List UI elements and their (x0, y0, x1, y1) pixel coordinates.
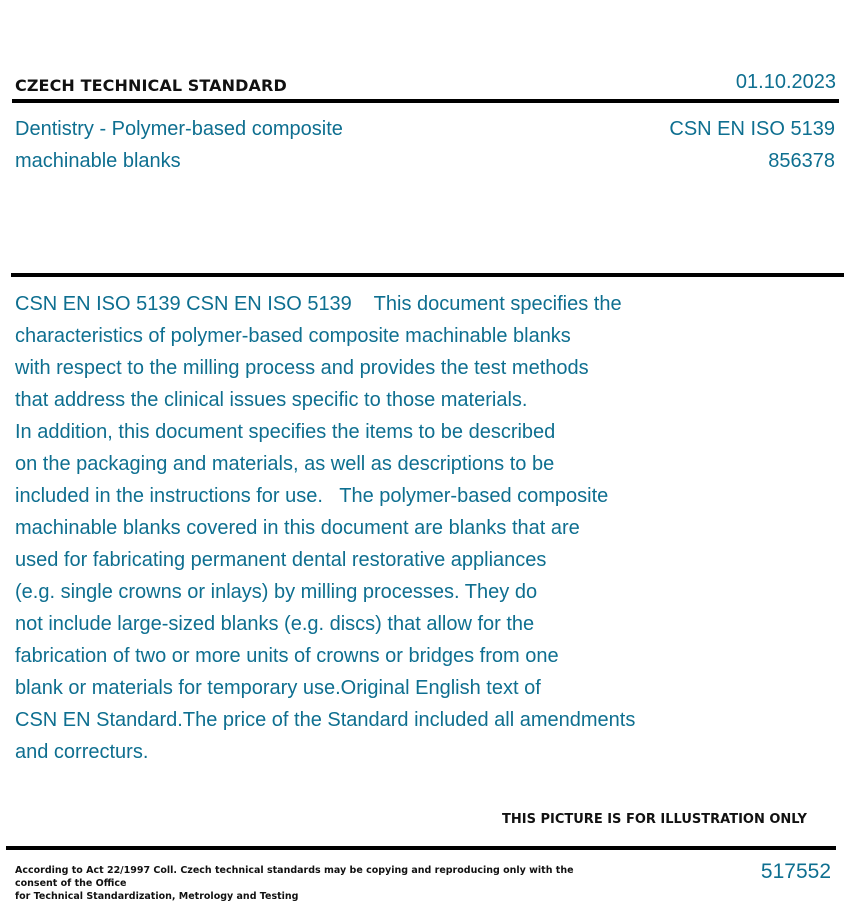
standard-abstract (15, 288, 695, 768)
legal-notice-line-1: According to Act 22/1997 Coll. Czech technical standards may be copying and reproducing only with the consent of the Office (15, 865, 574, 889)
abstract-line: used for fabricating permanent dental restorative appliances (15, 549, 547, 571)
legal-notice-line-2: for Technical Standardization, Metrology and Testing (15, 891, 299, 902)
footer-divider (6, 846, 836, 850)
illustration-disclaimer: THIS PICTURE IS FOR ILLUSTRATION ONLY (502, 812, 807, 827)
catalog-number: 856378 (768, 150, 835, 172)
standard-code: CSN EN ISO 5139 (669, 118, 835, 140)
abstract-line: not include large-sized blanks (e.g. discs) that allow for the (15, 613, 535, 635)
publication-date: 01.10.2023 (735, 71, 836, 93)
abstract-line: and correcturs. (15, 741, 149, 763)
abstract-line: In addition, this document specifies the items to be described (15, 421, 556, 443)
standard-title (15, 113, 435, 177)
standard-identifiers (669, 113, 835, 177)
legal-notice (15, 864, 575, 903)
header-divider (12, 99, 839, 103)
abstract-line: CSN EN Standard.The price of the Standard included all amendments (15, 709, 636, 731)
standard-type-label: CZECH TECHNICAL STANDARD (15, 76, 287, 95)
standard-title-line-2: machinable blanks (15, 150, 181, 172)
abstract-line: with respect to the milling process and provides the test methods (15, 357, 589, 379)
abstract-line: included in the instructions for use. The polymer-based composite (15, 485, 609, 507)
abstract-line: (e.g. single crowns or inlays) by milling processes. They do (15, 581, 538, 603)
abstract-line: that address the clinical issues specific to those materials. (15, 389, 528, 411)
abstract-line: CSN EN ISO 5139 CSN EN ISO 5139 This document specifies the (15, 293, 622, 315)
standard-title-line-1: Dentistry - Polymer-based composite (15, 118, 343, 140)
abstract-line: fabrication of two or more units of crowns or bridges from one (15, 645, 559, 667)
abstract-line: on the packaging and materials, as well as descriptions to be (15, 453, 555, 475)
title-divider (11, 273, 844, 277)
abstract-line: machinable blanks covered in this document are blanks that are (15, 517, 580, 539)
abstract-line: blank or materials for temporary use.Original English text of (15, 677, 541, 699)
document-id: 517552 (760, 860, 831, 883)
abstract-line: characteristics of polymer-based composite machinable blanks (15, 325, 571, 347)
